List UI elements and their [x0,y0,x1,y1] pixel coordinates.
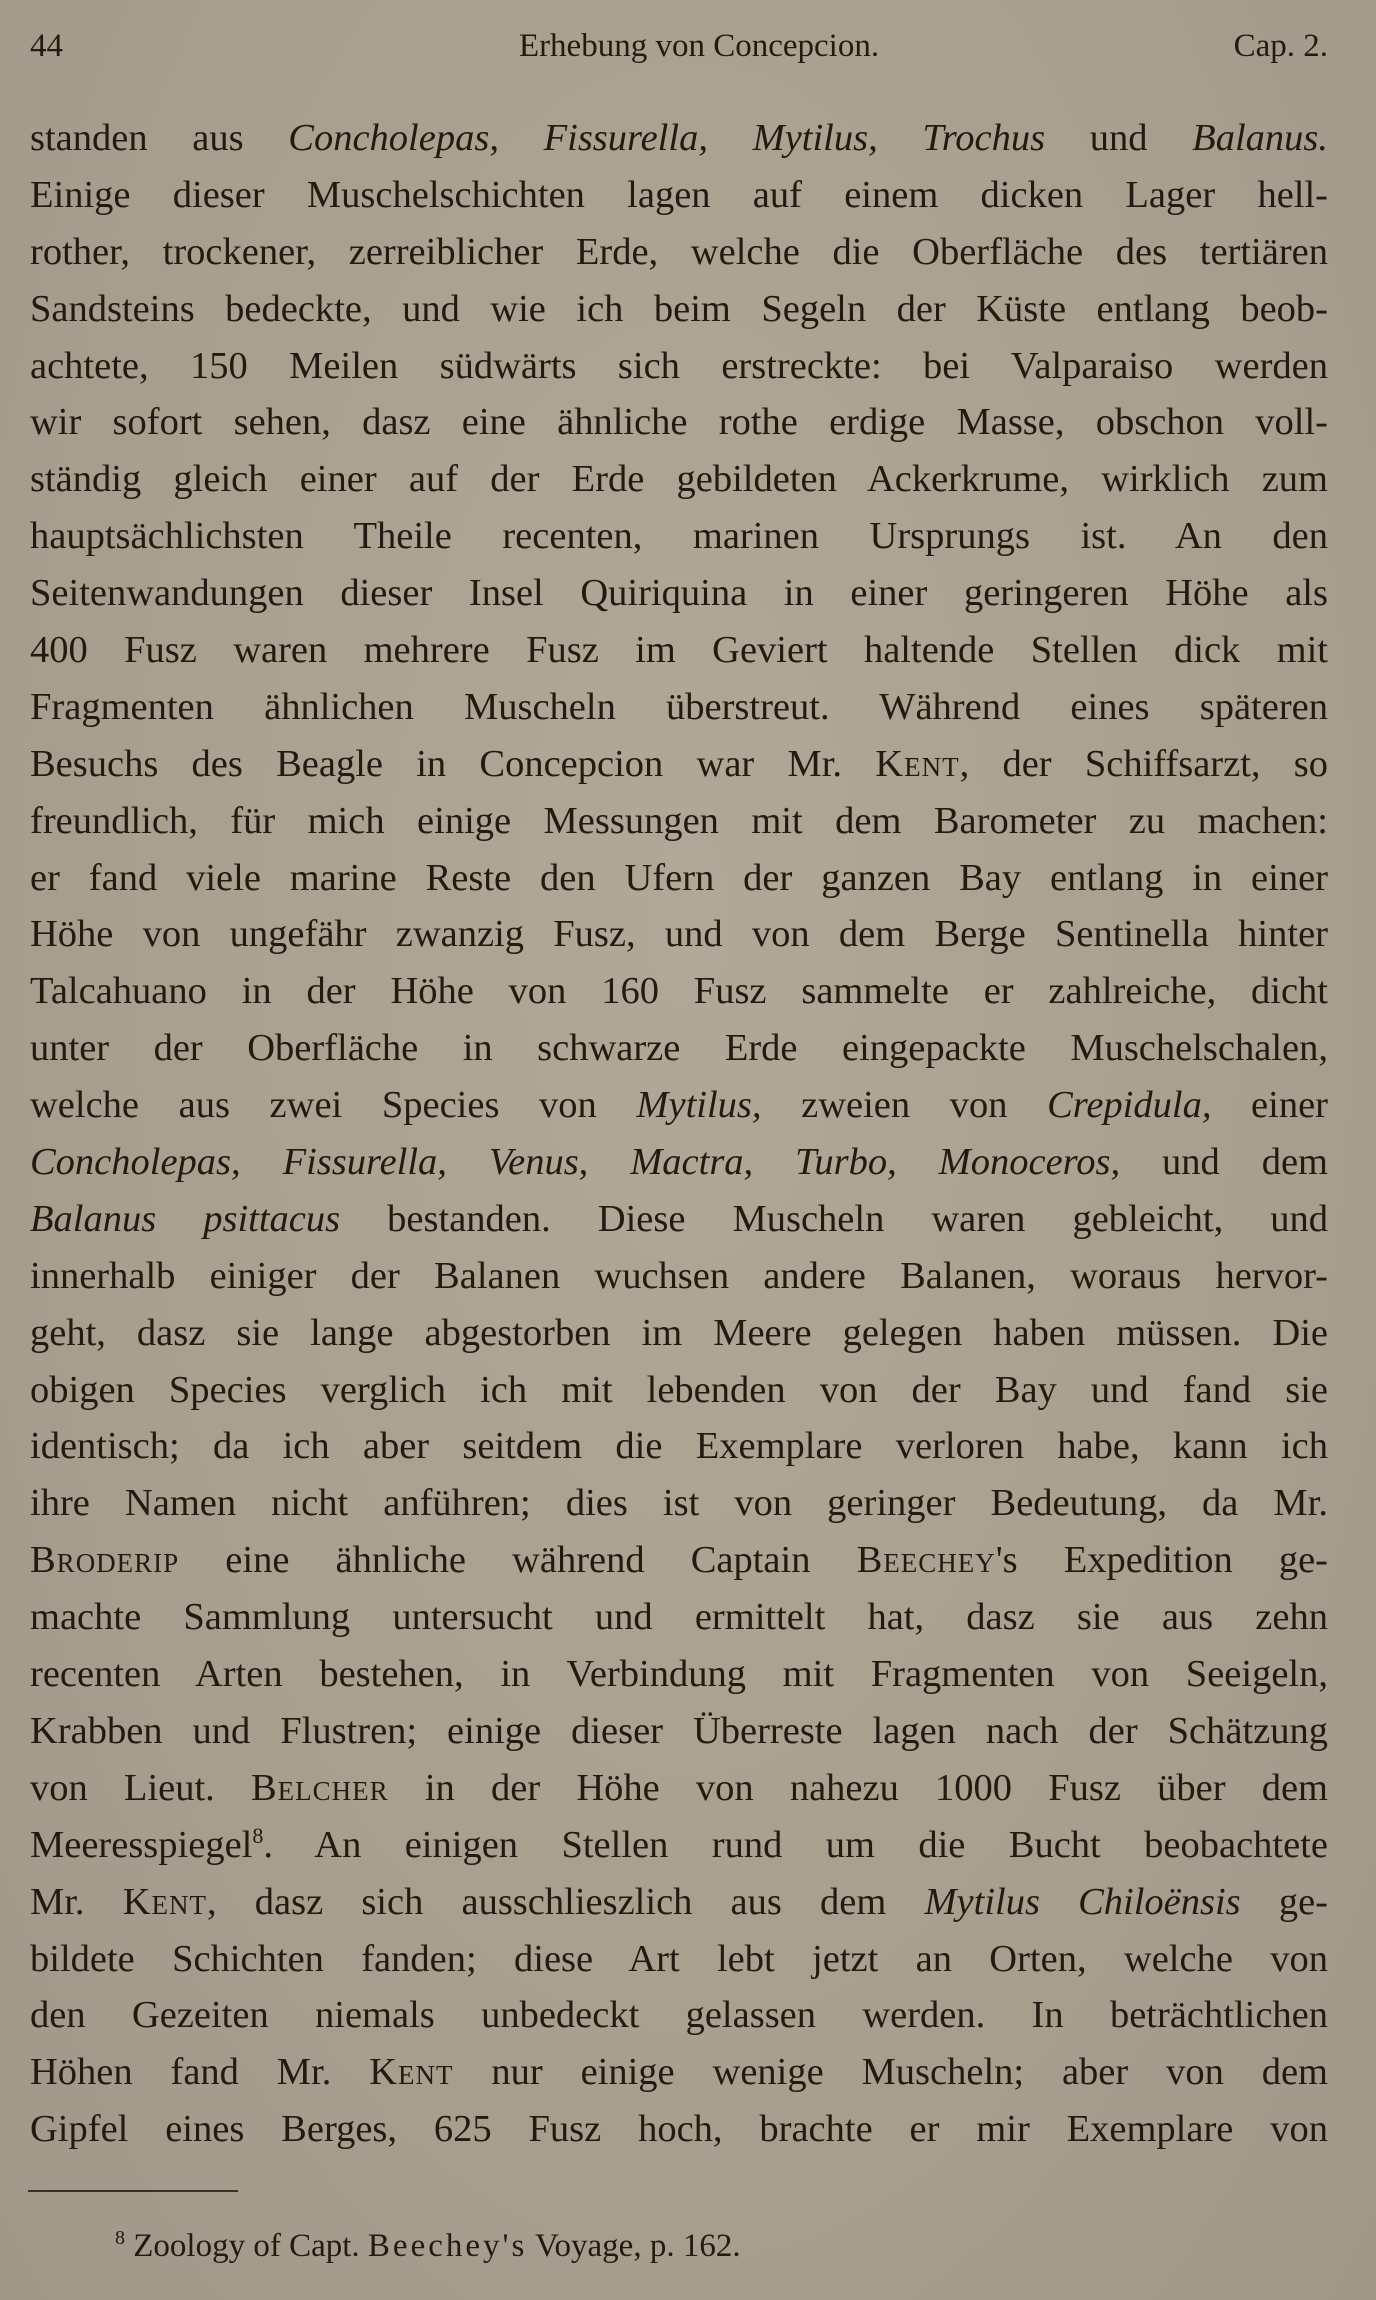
text-line: Fragmenten ähnlichen Muscheln überstreut. Während eines späteren [30,685,1328,728]
person-name: Belcher [250,1766,389,1809]
person-name: Broderip [30,1539,180,1582]
footnote-ref[interactable]: 8 [252,1822,264,1848]
chapter-label: Cap. 2. [1233,28,1328,64]
text-line: recenten Arten bestehen, in Verbindung mit Fragmenten von Seeigeln, [30,1653,1328,1696]
text-line: freundlich, für mich einige Messungen mit dem Barometer zu machen: [30,799,1328,842]
person-name: Kent [122,1880,207,1923]
text-line: wir sofort sehen, dasz eine ähnliche rothe erdige Masse, obschon voll- [30,401,1328,444]
text-line: Besuchs des Beagle in Concepcion war Mr. Kent, der Schiffsarzt, so [30,742,1328,785]
text-line: von Lieut. Belcher in der Höhe von nahezu 1000 Fusz über dem [30,1766,1328,1809]
text-line: Seitenwandungen dieser Insel Quiriquina in einer geringeren Höhe als [30,572,1328,615]
text-line: innerhalb einiger der Balanen wuchsen andere Balanen, woraus hervor- [30,1254,1328,1297]
footnote: $^8$ Zoology of Capt. Beechey's Voyage, p. 162. [115,2227,741,2264]
text-line: obigen Species verglich ich mit lebenden von der Bay und fand sie [30,1368,1328,1411]
text-line: standen aus Concholepas, Fissurella, Mytilus, Trochus und Balanus. [30,117,1328,159]
text-line: Höhen fand Mr. Kent nur einige wenige Muscheln; aber von dem [30,2051,1328,2094]
page-number: 44 [30,28,63,64]
text-line: Talcahuano in der Höhe von 160 Fusz sammelte er zahlreiche, dicht [30,970,1328,1013]
text-line: den Gezeiten niemals unbedeckt gelassen werden. In beträchtlichen [30,1994,1328,2037]
person-name: Kent [369,2051,454,2094]
text-line: welche aus zwei Species von Mytilus, zweien von Crepidula, einer [30,1084,1328,1127]
text-line: achtete, 150 Meilen südwärts sich erstreckte: bei Valparaiso werden [30,344,1328,387]
text-line: rother, trockener, zerreiblicher Erde, welche die Oberfläche des tertiären [30,230,1328,273]
text-line: unter der Oberfläche in schwarze Erde eingepackte Muschelschalen, [30,1027,1328,1070]
text-line: Gipfel eines Berges, 625 Fusz hoch, brachte er mir Exemplare von [30,2108,1328,2151]
text-line: bildete Schichten fanden; diese Art lebt jetzt an Orten, welche von [30,1937,1328,1980]
text-line: machte Sammlung untersucht und ermittelt hat, dasz sie aus zehn [30,1596,1328,1639]
text-line: Einige dieser Muschelschichten lagen auf einem dicken Lager hell- [30,173,1328,216]
text-line: identisch; da ich aber seitdem die Exemplare verloren habe, kann ich [30,1425,1328,1468]
text-line: 400 Fusz waren mehrere Fusz im Geviert haltende Stellen dick mit [30,629,1328,672]
person-name: Beechey [856,1539,996,1582]
running-title: Erhebung von Concepcion. [518,28,880,64]
text-line: Meeresspiegel$^8$. An einigen Stellen rund um die Bucht beobachtete [30,1822,1328,1866]
text-line: Sandsteins bedeckte, und wie ich beim Segeln der Küste entlang beob- [30,287,1328,330]
text-line: geht, dasz sie lange abgestorben im Meere gelegen haben müssen. Die [30,1311,1328,1354]
text-line: er fand viele marine Reste den Ufern der ganzen Bay entlang in einer [30,856,1328,899]
text-line: Höhe von ungefähr zwanzig Fusz, und von dem Berge Sentinella hinter [30,913,1328,956]
footnote-divider [28,2190,238,2192]
text-line: Mr. Kent, dasz sich ausschlieszlich aus dem Mytilus Chiloënsis ge- [30,1880,1328,1923]
text-line: Concholepas, Fissurella, Venus, Mactra, Turbo, Monoceros, und dem [30,1141,1328,1184]
page-header [30,28,1328,72]
text-line: hauptsächlichsten Theile recenten, marinen Ursprungs ist. An den [30,515,1328,558]
body-text [30,110,1328,2158]
text-line: Krabben und Flustren; einige dieser Überreste lagen nach der Schätzung [30,1709,1328,1752]
person-name: Kent [875,742,960,785]
text-line: ständig gleich einer auf der Erde gebildeten Ackerkrume, wirklich zum [30,458,1328,501]
text-line: Broderip eine ähnliche während Captain Beechey's Expedition ge- [30,1539,1328,1582]
text-line: Balanus psittacus bestanden. Diese Muscheln waren gebleicht, und [30,1197,1328,1240]
text-line: ihre Namen nicht anführen; dies ist von geringer Bedeutung, da Mr. [30,1482,1328,1525]
footnote-marker: 8 [115,2227,125,2249]
